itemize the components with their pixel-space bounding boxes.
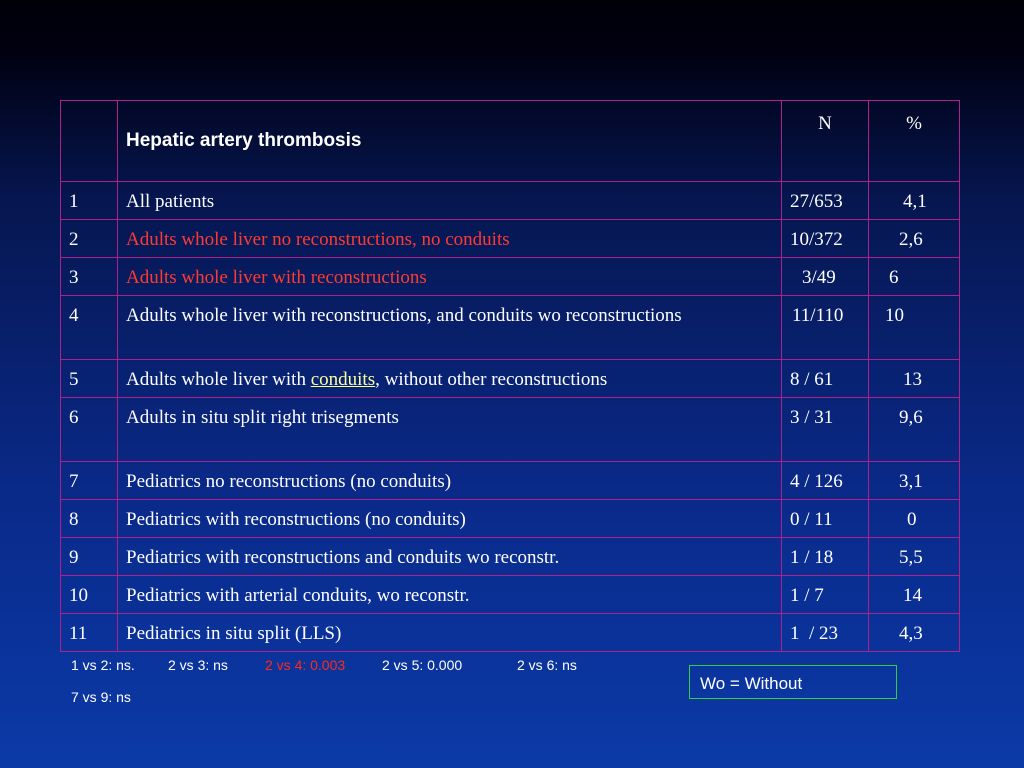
row-index: 6 — [61, 398, 118, 462]
row-index: 5 — [61, 360, 118, 398]
footnote-line-2 — [71, 689, 131, 705]
row-index: 11 — [61, 614, 118, 652]
row-n: 8 / 61 — [782, 360, 869, 398]
row-index: 1 — [61, 182, 118, 220]
row-description: Adults whole liver no reconstructions, no conduits — [118, 220, 782, 258]
footnote-line-1e — [517, 657, 577, 673]
comparison-2-vs-6: 2 vs 6: ns — [517, 657, 577, 673]
row-description: Pediatrics with reconstructions (no conduits) — [118, 500, 782, 538]
row-description: Pediatrics with reconstructions and conduits wo reconstr. — [118, 538, 782, 576]
header-index-cell — [61, 101, 118, 182]
row-n: 4 / 126 — [782, 462, 869, 500]
table-row — [61, 258, 960, 296]
row-index: 7 — [61, 462, 118, 500]
results-table — [60, 100, 960, 652]
table-row — [61, 462, 960, 500]
comparison-2-vs-5: 2 vs 5: 0.000 — [382, 657, 463, 673]
row-percent: 10 — [869, 296, 960, 360]
row-description: Adults in situ split right trisegments — [118, 398, 782, 462]
row-percent: 13 — [869, 360, 960, 398]
abbreviation-legend — [689, 665, 897, 699]
row-index: 9 — [61, 538, 118, 576]
row-index: 2 — [61, 220, 118, 258]
comparison-2-vs-3: 2 vs 3: ns — [168, 657, 228, 673]
row-percent: 2,6 — [869, 220, 960, 258]
row-index: 4 — [61, 296, 118, 360]
header-percent: % — [869, 101, 960, 182]
header-n: N — [782, 101, 869, 182]
table-row — [61, 614, 960, 652]
comparison-2-vs-4: 2 vs 4: 0.003 — [265, 657, 346, 673]
comparison-1-vs-2: 1 vs 2: ns. — [71, 657, 135, 673]
row-n: 1 / 23 — [782, 614, 869, 652]
table-row — [61, 360, 960, 398]
table-row — [61, 182, 960, 220]
row-description: Pediatrics in situ split (LLS) — [118, 614, 782, 652]
row-n: 3/49 — [782, 258, 869, 296]
row-description: Adults whole liver with reconstructions, and conduits wo reconstructions — [118, 296, 782, 360]
table-row — [61, 576, 960, 614]
row-percent: 3,1 — [869, 462, 960, 500]
row-index: 3 — [61, 258, 118, 296]
row-percent: 9,6 — [869, 398, 960, 462]
footnote-line-1 — [71, 657, 135, 673]
row-percent: 5,5 — [869, 538, 960, 576]
footnote-line-1b — [168, 657, 228, 673]
legend-text: Wo = Without — [700, 674, 803, 693]
row-percent: 4,3 — [869, 614, 960, 652]
row-n: 11/110 — [782, 296, 869, 360]
row-description: Pediatrics no reconstructions (no conduits) — [118, 462, 782, 500]
row-description: Pediatrics with arterial conduits, wo reconstr. — [118, 576, 782, 614]
table-row — [61, 220, 960, 258]
table-row — [61, 500, 960, 538]
row-n: 1 / 7 — [782, 576, 869, 614]
table-row — [61, 398, 960, 462]
row-n: 0 / 11 — [782, 500, 869, 538]
table-header-row — [61, 101, 960, 182]
row-n: 27/653 — [782, 182, 869, 220]
conduits-link[interactable]: conduits — [310, 369, 376, 390]
table-row — [61, 296, 960, 360]
table-row — [61, 538, 960, 576]
row-percent: 0 — [869, 500, 960, 538]
footnote-line-1d — [382, 657, 462, 673]
row-n: 1 / 18 — [782, 538, 869, 576]
row-n: 3 / 31 — [782, 398, 869, 462]
row-description-part: , without other reconstructions — [375, 369, 608, 390]
footnote-line-1c — [265, 657, 345, 673]
row-description: All patients — [118, 182, 782, 220]
row-percent: 4,1 — [869, 182, 960, 220]
row-index: 10 — [61, 576, 118, 614]
row-n: 10/372 — [782, 220, 869, 258]
row-index: 8 — [61, 500, 118, 538]
row-percent: 14 — [869, 576, 960, 614]
row-description — [118, 360, 782, 398]
header-title: Hepatic artery thrombosis — [118, 101, 782, 182]
row-description: Adults whole liver with reconstructions — [118, 258, 782, 296]
comparison-7-vs-9: 7 vs 9: ns — [71, 689, 131, 705]
row-percent: 6 — [869, 258, 960, 296]
row-description-part: Adults whole liver with — [126, 369, 311, 390]
